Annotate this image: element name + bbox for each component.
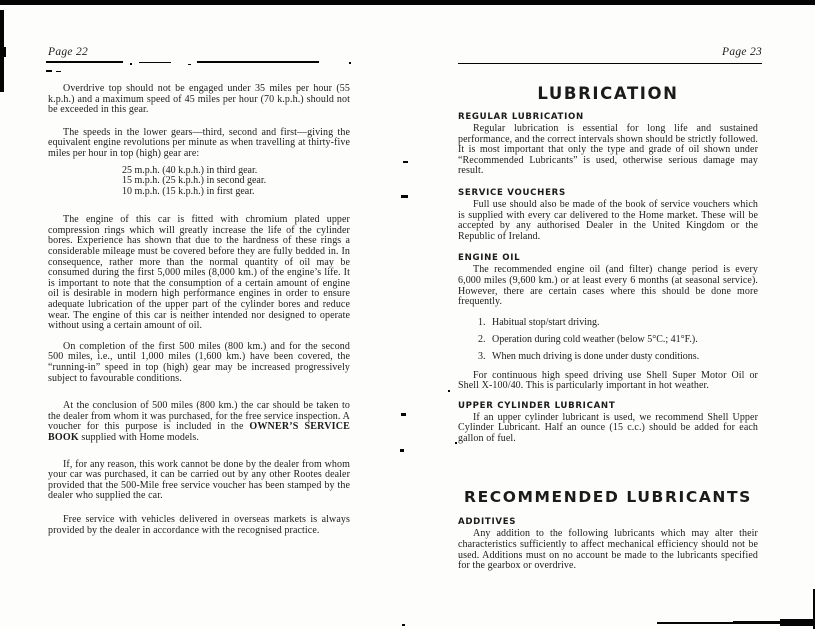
- gear-speed-item: 10 m.p.h. (15 k.p.h.) in first gear.: [122, 186, 255, 198]
- paragraph-chromium-rings: The engine of this car is fitted with chromium plated upper compression rings which will greatly increase the life of the cylinder bores. Experience has shown that due to the hardness of these rings a considerable mileage must be covered before they are fully bedded in. In consequence, rather more than the normal quantity of oil may be consumed during the first 5,000 miles (8,000 km.) of the engine’s life. It is important to note that the consumption of a certain amount of engine oil is desirable in modern high performance engines in order to ensure adequate lubrication of the upper part of the cylinder bores and reduce wear. The engine of this car is neither intended nor designed to operate without using a certain amount of oil.: [48, 214, 350, 332]
- engine-oil-heading: ENGINE OIL: [458, 253, 521, 264]
- header-rule-segment: [46, 61, 123, 63]
- list-item: [478, 335, 758, 346]
- regular-lubrication-heading: REGULAR LUBRICATION: [458, 112, 584, 122]
- header-rule-dot: [188, 64, 191, 66]
- owners-service-book-emphasis: OWNER’S SERVICE BOOK: [48, 421, 351, 443]
- engine-oil-conditions-list: [458, 318, 758, 363]
- paragraph-other-dealer: If, for any reason, this work cannot be done by the dealer from whom your car was purchased, it can be carried out by any other Rootes dealer provided that the 500-Mile free service voucher has been stamped by the dealer who supplied the car.: [48, 458, 350, 502]
- header-rule-dot: [130, 63, 132, 65]
- list-item-text: Operation during cold weather (below 5°C.; 41°F.).: [492, 333, 698, 345]
- list-item-number: 3.: [478, 350, 486, 362]
- paragraph-free-service-text: supplied with Home models.: [78, 431, 200, 443]
- scan-artifact-speck: [448, 390, 450, 392]
- scan-artifact-speck: [401, 195, 408, 198]
- header-rule-segment: [197, 61, 319, 63]
- scan-artifact-speck: [401, 413, 406, 416]
- paragraph-overdrive-limits: Overdrive top should not be engaged under 35 miles per hour (55 k.p.h.) and a maximum speed of 45 miles per hour (70 k.p.h.) should not be exceeded in this gear.: [48, 83, 350, 116]
- scan-artifact-dash: [56, 71, 61, 72]
- scan-artifact-bottom-bar: [657, 622, 735, 624]
- paragraph-free-service: [48, 401, 350, 443]
- list-item-number: 1.: [478, 316, 486, 328]
- gear-speed-item: 15 m.p.h. (25 k.p.h.) in second gear.: [122, 175, 267, 187]
- recommended-lubricants-title: RECOMMENDED LUBRICANTS: [464, 488, 752, 507]
- paragraph-free-service-text: At the conclusion of 500 miles (800 km.) the car should be taken to the dealer from whom it was purchased, for the free service inspection. A voucher for this purpose is included in the: [48, 400, 350, 433]
- service-vouchers-heading: SERVICE VOUCHERS: [458, 187, 566, 198]
- paragraph-lower-gear-speeds: The speeds in the lower gears—third, second and first—giving the equivalent engine revolutions per minute as when travelling at thirty-five miles per hour in top (high) gear are:: [48, 126, 350, 159]
- additives-heading: ADDITIVES: [458, 517, 517, 528]
- left-page-column: [48, 84, 350, 547]
- right-page-column: [458, 84, 758, 583]
- engine-oil-body: The recommended engine oil (and filter) change period is every 6,000 miles (9,600 km.) or at least every 6 months (at seasonal service). However, there are certain cases where this should be done more frequently.: [458, 264, 758, 308]
- header-rule-dot: [349, 62, 351, 64]
- service-vouchers-body: Full use should also be made of the book of service vouchers which is supplied with every car delivered to the Home market. These will be accepted by any authorised Dealer in the United Kingdom or the Republic of Ireland.: [458, 198, 758, 242]
- paragraph-running-in: On completion of the first 500 miles (800 km.) and for the second 500 miles, i.e., until 1,000 miles (1,600 km.) have been covered, the “running-in” speed in top (high) gear may be increased progressively subject to favourable conditions.: [48, 340, 350, 384]
- gear-speed-list: [122, 166, 350, 199]
- high-speed-oil-body: For continuous high speed driving use Shell Super Motor Oil or Shell X-100/40. This is particularly important in hot weather.: [458, 369, 758, 392]
- list-item-text: When much driving is done under dusty conditions.: [492, 350, 700, 362]
- regular-lubrication-body: Regular lubrication is essential for long life and sustained performance, and the correct intervals shown should be strictly followed. It is most important that only the type and grade of oil shown under “Recommended Lubricants” is used, otherwise serious damage may result.: [458, 123, 758, 177]
- scan-artifact-speck: [403, 161, 408, 163]
- header-rule-right-page: [458, 63, 762, 65]
- scan-artifact-top-bar: [0, 0, 815, 5]
- scan-artifact-dash: [46, 70, 52, 72]
- list-item-text: Habitual stop/start driving.: [492, 316, 600, 328]
- scan-artifact-bottom-bar: [780, 619, 815, 626]
- upper-cylinder-lubricant-heading: UPPER CYLINDER LUBRICANT: [458, 400, 616, 411]
- additives-body: Any addition to the following lubricants which may alter their characteristics sufficiently to affect mechanical efficiency should not be used. Additions must on no account be made to the lubricants specified for the gearbox or overdrive.: [458, 528, 758, 572]
- paragraph-overseas-service: Free service with vehicles delivered in overseas markets is always provided by the dealer in accordance with the recognised practice.: [48, 513, 350, 536]
- list-item: [478, 352, 758, 363]
- list-item: [478, 318, 758, 329]
- scan-artifact-bottom-bar: [733, 621, 783, 625]
- scan-artifact-speck: [402, 624, 405, 626]
- page-number-left: Page 22: [48, 46, 89, 58]
- upper-cylinder-lubricant-body: If an upper cylinder lubricant is used, we recommend Shell Upper Cylinder Lubricant. Half an ounce (15 c.c.) should be added for each gallon of fuel.: [458, 411, 758, 444]
- page-number-right: Page 23: [722, 46, 763, 58]
- list-item-number: 2.: [478, 333, 486, 345]
- gear-speed-item: 25 m.p.h. (40 k.p.h.) in third gear.: [122, 164, 258, 176]
- scan-artifact-speck: [400, 449, 404, 452]
- scan-artifact-speck: [455, 442, 457, 444]
- lubrication-title: LUBRICATION: [537, 84, 679, 103]
- header-rule-segment: [139, 62, 171, 64]
- scan-artifact-left-bar-notch: [0, 47, 6, 57]
